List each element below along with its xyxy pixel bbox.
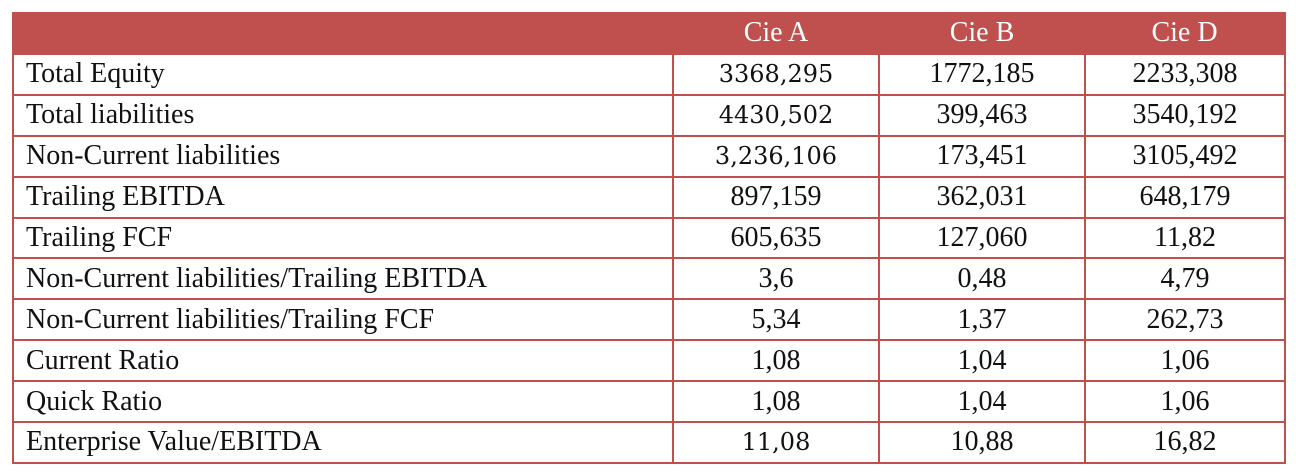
table-row (13, 136, 1285, 177)
table-row (13, 299, 1285, 340)
cell-cie-d: 3105,492 (1085, 136, 1285, 177)
cell-cie-a: 5,34 (673, 299, 879, 340)
header-blank-cell (13, 12, 673, 54)
cell-cie-a: 11,08 (673, 422, 879, 463)
row-label: Non-Current liabilities/Trailing EBITDA (13, 258, 673, 299)
table-header (13, 12, 1285, 54)
table-row (13, 54, 1285, 95)
cell-cie-d: 262,73 (1085, 299, 1285, 340)
financial-table-container (12, 12, 1284, 464)
row-label: Non-Current liabilities/Trailing FCF (13, 299, 673, 340)
cell-cie-b: 1772,185 (879, 54, 1085, 95)
cell-cie-b: 0,48 (879, 258, 1085, 299)
cell-cie-a: 3368,295 (673, 54, 879, 95)
cell-cie-b: 127,060 (879, 218, 1085, 259)
cell-cie-d: 11,82 (1085, 218, 1285, 259)
financial-ratios-table (12, 12, 1286, 464)
table-row (13, 95, 1285, 136)
header-row (13, 12, 1285, 54)
cell-cie-b: 173,451 (879, 136, 1085, 177)
cell-cie-b: 362,031 (879, 177, 1085, 218)
table-row (13, 177, 1285, 218)
row-label: Enterprise Value/EBITDA (13, 422, 673, 463)
cell-cie-a: 1,08 (673, 340, 879, 381)
row-label: Total Equity (13, 54, 673, 95)
cell-cie-a: 897,159 (673, 177, 879, 218)
cell-cie-d: 2233,308 (1085, 54, 1285, 95)
table-row (13, 422, 1285, 463)
cell-cie-a: 1,08 (673, 381, 879, 422)
row-label: Non-Current liabilities (13, 136, 673, 177)
cell-cie-d: 1,06 (1085, 340, 1285, 381)
table-row (13, 258, 1285, 299)
table-row (13, 340, 1285, 381)
table-body (13, 54, 1285, 463)
cell-cie-b: 399,463 (879, 95, 1085, 136)
cell-cie-b: 1,04 (879, 340, 1085, 381)
table-row (13, 218, 1285, 259)
row-label: Total liabilities (13, 95, 673, 136)
cell-cie-b: 1,04 (879, 381, 1085, 422)
table-row (13, 381, 1285, 422)
header-cie-d: Cie D (1151, 16, 1218, 48)
cell-cie-d: 16,82 (1085, 422, 1285, 463)
header-cie-a: Cie A (743, 16, 809, 48)
cell-cie-d: 1,06 (1085, 381, 1285, 422)
cell-cie-a: 3,236,106 (673, 136, 879, 177)
cell-cie-b: 1,37 (879, 299, 1085, 340)
cell-cie-d: 4,79 (1085, 258, 1285, 299)
row-label: Trailing EBITDA (13, 177, 673, 218)
row-label: Trailing FCF (13, 218, 673, 259)
row-label: Quick Ratio (13, 381, 673, 422)
cell-cie-a: 4430,502 (673, 95, 879, 136)
cell-cie-a: 605,635 (673, 218, 879, 259)
cell-cie-b: 10,88 (879, 422, 1085, 463)
cell-cie-d: 3540,192 (1085, 95, 1285, 136)
header-cie-b: Cie B (949, 16, 1015, 48)
row-label: Current Ratio (13, 340, 673, 381)
cell-cie-a: 3,6 (673, 258, 879, 299)
cell-cie-d: 648,179 (1085, 177, 1285, 218)
